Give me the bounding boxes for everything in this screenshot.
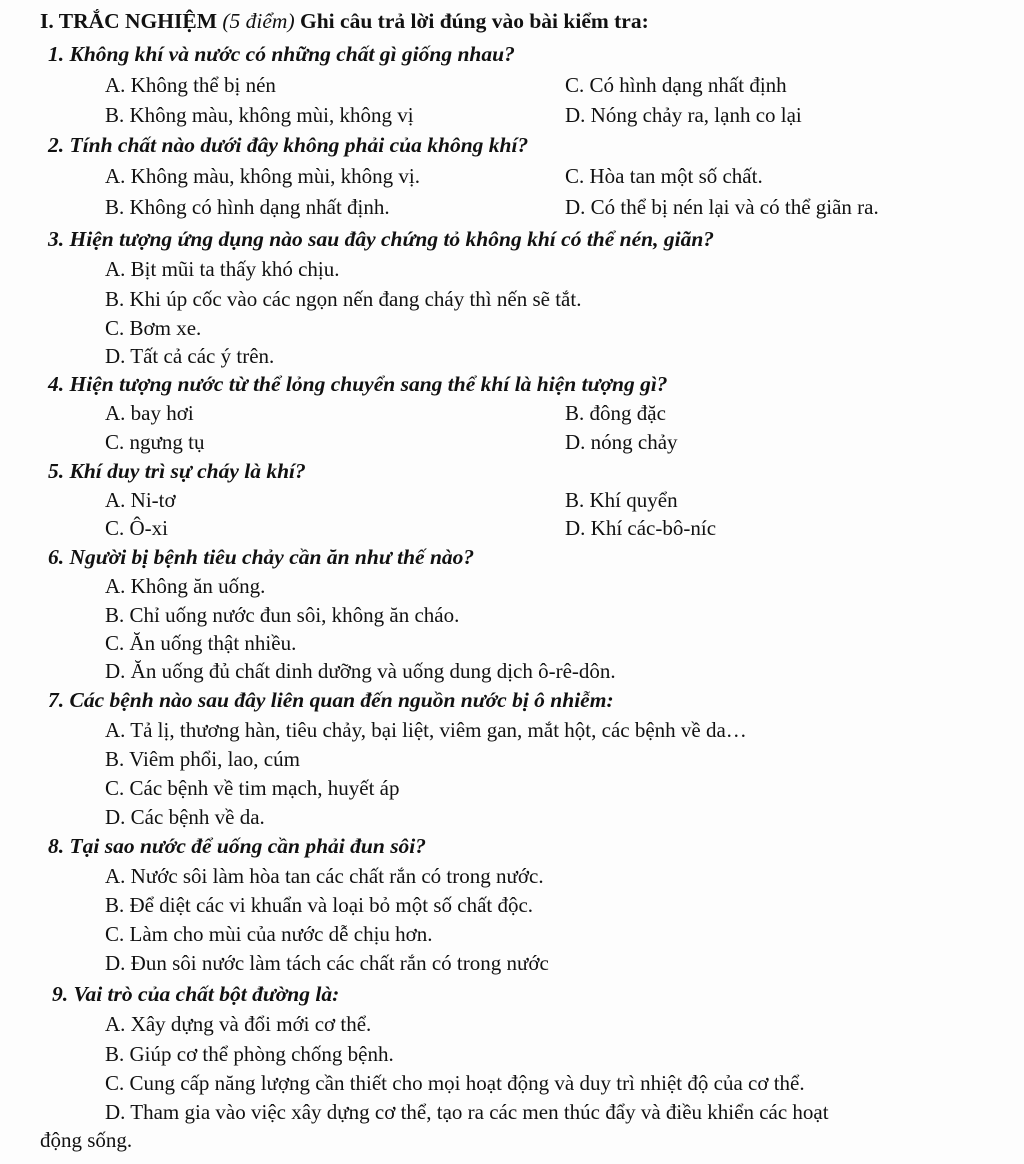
question-4: 4. Hiện tượng nước từ thể lỏng chuyển sang thể khí là hiện tượng gì? [48,372,668,396]
q1-option-d: D. Nóng chảy ra, lạnh co lại [565,103,802,127]
q1-option-b: B. Không màu, không mùi, không vị [105,103,414,127]
section-title: I. TRẮC NGHIỆM [40,9,217,33]
section-header [40,7,649,35]
q3-option-d: D. Tất cả các ý trên. [105,344,275,368]
q3-option-b: B. Khi úp cốc vào các ngọn nến đang cháy thì nến sẽ tắt. [105,287,582,311]
q6-option-b: B. Chỉ uống nước đun sôi, không ăn cháo. [105,603,460,627]
q9-option-d-continuation: động sống. [40,1128,133,1152]
question-1: 1. Không khí và nước có những chất gì giống nhau? [48,42,515,66]
q9-option-a: A. Xây dựng và đổi mới cơ thể. [105,1012,372,1036]
q2-option-a: A. Không màu, không mùi, không vị. [105,164,420,188]
q6-option-a: A. Không ăn uống. [105,574,266,598]
q1-option-c: C. Có hình dạng nhất định [565,73,787,97]
question-7: 7. Các bệnh nào sau đây liên quan đến nguồn nước bị ô nhiễm: [48,688,614,712]
q4-option-c: C. ngưng tụ [105,430,205,454]
q2-option-d: D. Có thể bị nén lại và có thể giãn ra. [565,195,879,219]
q4-option-a: A. bay hơi [105,401,194,425]
q8-option-a: A. Nước sôi làm hòa tan các chất rắn có trong nước. [105,864,544,888]
q8-option-b: B. Để diệt các vi khuẩn và loại bỏ một số chất độc. [105,893,534,917]
q3-option-a: A. Bịt mũi ta thấy khó chịu. [105,257,340,281]
q5-option-b: B. Khí quyển [565,488,678,512]
q7-option-c: C. Các bệnh về tim mạch, huyết áp [105,776,400,800]
q1-option-a: A. Không thể bị nén [105,73,276,97]
q2-option-b: B. Không có hình dạng nhất định. [105,195,390,219]
q5-option-d: D. Khí các-bô-níc [565,516,717,540]
section-instruction: Ghi câu trả lời đúng vào bài kiểm tra: [300,9,649,33]
q9-option-c: C. Cung cấp năng lượng cần thiết cho mọi hoạt động và duy trì nhiệt độ của cơ thể. [105,1071,805,1095]
section-points: (5 điểm) [222,9,295,33]
question-6: 6. Người bị bệnh tiêu chảy cần ăn như thế nào? [48,545,475,569]
question-8: 8. Tại sao nước để uống cần phải đun sôi? [48,834,427,858]
question-9: 9. Vai trò của chất bột đường là: [52,982,340,1006]
q4-option-b: B. đông đặc [565,401,666,425]
q3-option-c: C. Bơm xe. [105,316,202,340]
q5-option-c: C. Ô-xi [105,516,168,540]
question-3: 3. Hiện tượng ứng dụng nào sau đây chứng tỏ không khí có thể nén, giãn? [48,227,715,251]
q2-option-c: C. Hòa tan một số chất. [565,164,763,188]
q5-option-a: A. Ni-tơ [105,488,176,512]
q8-option-d: D. Đun sôi nước làm tách các chất rắn có trong nước [105,951,549,975]
q6-option-c: C. Ăn uống thật nhiều. [105,631,297,655]
q9-option-b: B. Giúp cơ thể phòng chống bệnh. [105,1042,394,1066]
q7-option-a: A. Tả lị, thương hàn, tiêu chảy, bại liệt, viêm gan, mắt hột, các bệnh về da… [105,718,747,742]
q9-option-d: D. Tham gia vào việc xây dựng cơ thể, tạo ra các men thúc đẩy và điều khiển các hoạt [105,1100,829,1124]
question-2: 2. Tính chất nào dưới đây không phải của không khí? [48,133,529,157]
q7-option-b: B. Viêm phổi, lao, cúm [105,747,300,771]
q8-option-c: C. Làm cho mùi của nước dễ chịu hơn. [105,922,433,946]
question-5: 5. Khí duy trì sự cháy là khí? [48,459,306,483]
q7-option-d: D. Các bệnh về da. [105,805,265,829]
q4-option-d: D. nóng chảy [565,430,678,454]
q6-option-d: D. Ăn uống đủ chất dinh dưỡng và uống dung dịch ô-rê-dôn. [105,659,616,683]
